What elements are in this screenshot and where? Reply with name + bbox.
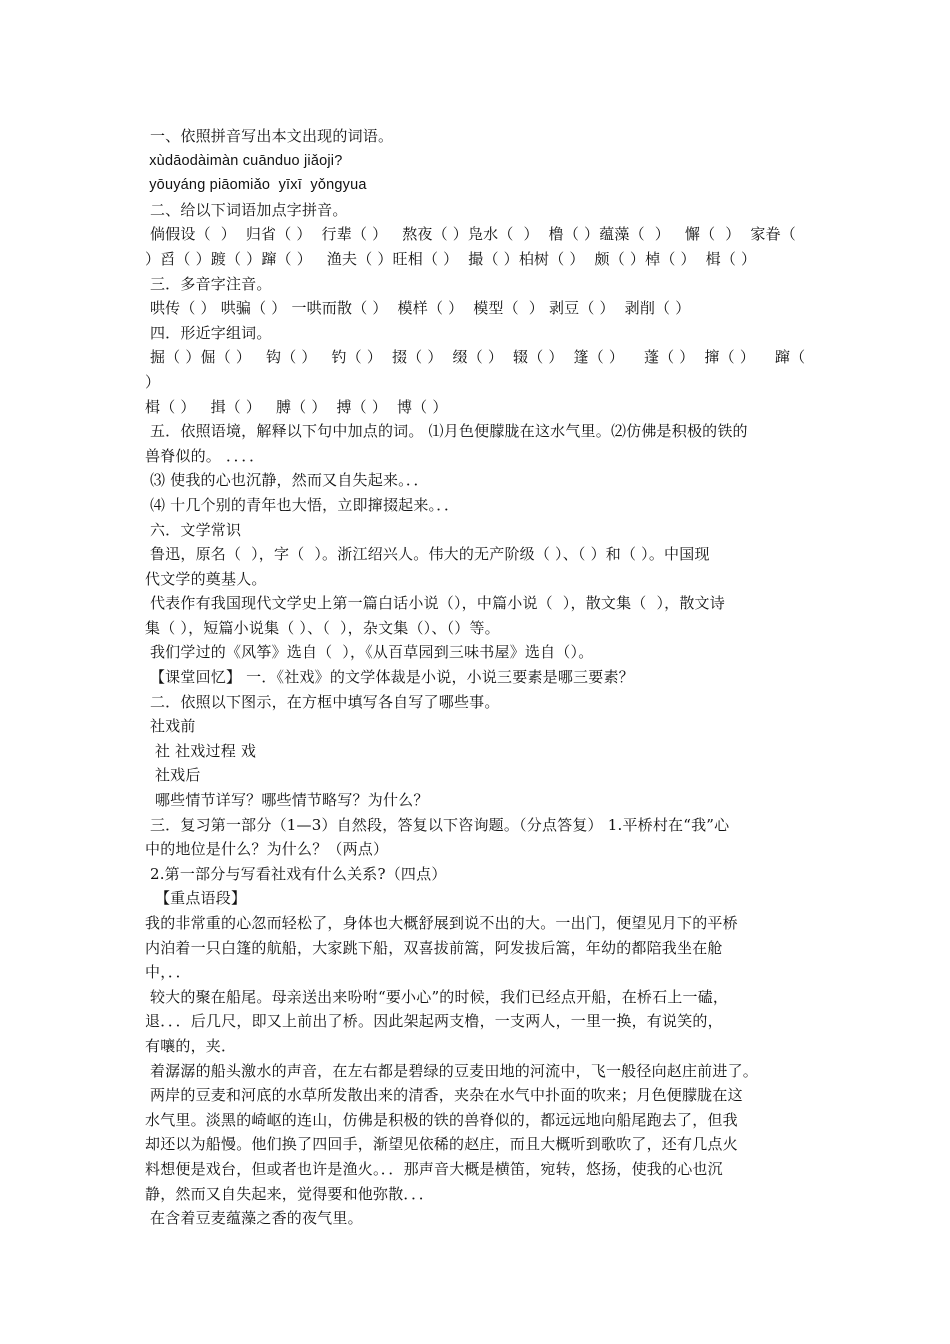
- text-line: ⑶ 使我的心也沉静，然而又自失起来。．．: [145, 471, 429, 490]
- section-heading-3: 三．多音字注音。: [145, 274, 272, 293]
- section-heading-4: 四．形近字组词。: [145, 323, 272, 342]
- passage-line: 内泊着一只白篷的航船，大家跳下船，双喜拔前篙，阿发拔后篙，年幼的都陪我坐在舱: [145, 938, 723, 957]
- key-passage-heading: 【重点语段】: [145, 889, 247, 908]
- passage-line: 有嚷的，夹．: [145, 1036, 237, 1055]
- diagram-label-process: 社 社戏过程 戏: [145, 741, 257, 760]
- text-line: 我们学过的《风筝》选自（ ），《从百草园到三味书屋》选自（）。: [145, 643, 594, 662]
- text-line: ⑷ 十几个别的青年也大悟，立即撺掇起来。．．: [145, 495, 460, 514]
- diagram-label-after: 社戏后: [145, 766, 201, 785]
- section-heading-6: 六．文学常识: [145, 520, 242, 539]
- class-review-heading: 【课堂回忆】 一．《社戏》的文学体裁是小说，小说三要素是哪三要素？: [145, 668, 634, 687]
- text-line: 中的地位是什么？为什么？（两点）: [145, 840, 389, 859]
- passage-line: 水气里。淡黑的崎岖的连山，仿佛是积极的铁的兽脊似的，都远远地向船尾跑去了，但我: [145, 1110, 738, 1129]
- text-line: 哄传（ ） 哄骗（ ） 一哄而散（ ） 模样（ ） 模型（ ） 剥豆（ ） 剥削（ ）: [145, 299, 691, 318]
- section-heading-5: 五．依照语境，解释以下句中加点的词。 ⑴月色便朦胧在这水气里。⑵仿佛是积极的铁的: [145, 422, 748, 441]
- passage-line: 却还以为船慢。他们换了四回手，渐望见依稀的赵庄，而且大概听到歌吹了，还有几点火: [145, 1135, 738, 1154]
- pinyin-line-1: xùdāodàimàn cuānduo jiǎoji?: [145, 152, 343, 169]
- text-line: 楫（ ） 揖（ ） 膊（ ） 搏（ ） 博（ ）: [145, 397, 448, 416]
- text-line: 二．依照以下图示，在方框中填写各自写了哪些事。: [145, 692, 500, 711]
- passage-line: 在含着豆麦蕴藻之香的夜气里。: [145, 1209, 363, 1228]
- text-line: 哪些情节详写？哪些情节略写？为什么？: [145, 791, 429, 810]
- section-heading-1: 一、依照拼音写出本文出现的词语。: [145, 127, 394, 145]
- document-body: [145, 124, 815, 1231]
- text-line: 三．复习第一部分（1—3）自然段，答复以下咨询题。（分点答复） 1.平桥村在“我”心: [145, 815, 730, 834]
- passage-line: 着潺潺的船头激水的声音，在左右都是碧绿的豆麦田地的河流中，飞一般径向赵庄前进了。: [145, 1061, 758, 1080]
- passage-line: 两岸的豆麦和河底的水草所发散出来的清香，夹杂在水气中扑面的吹来；月色便朦胧在这: [145, 1086, 743, 1105]
- pinyin-line-2: yōuyáng piāomiǎo yīxī yǒngyua: [145, 177, 367, 194]
- passage-line: 较大的聚在船尾。母亲送出来吩咐“要小心”的时候，我们已经点开船，在桥石上一磕，: [145, 987, 729, 1006]
- text-line: 兽脊似的。 ．．．．: [145, 446, 265, 465]
- passage-line: 中，．．: [145, 963, 191, 982]
- passage-line: 退．．．后几尺，即又上前出了桥。因此架起两支橹，一支两人，一里一换，有说笑的，: [145, 1012, 723, 1031]
- text-line: 代表作有我国现代文学史上第一篇白话小说（），中篇小说（ ），散文集（ ），散文诗: [145, 594, 725, 613]
- passage-line: 静，然而又自失起来，觉得要和他弥散．．．: [145, 1184, 435, 1203]
- text-line: 2.第一部分与写看社戏有什么关系?（四点）: [145, 864, 447, 883]
- text-line: 鲁迅，原名（ ），字（ ）。浙江绍兴人。伟大的无产阶级（ ）、（ ）和（ ）。中国现: [145, 545, 710, 564]
- passage-line: 我的非常重的心忽而轻松了，身体也大概舒展到说不出的大。一出门，便望见月下的平桥: [145, 914, 738, 932]
- text-line: 集（ ），短篇小说集（ ）、（ ），杂文集（）、（）等。: [145, 618, 500, 637]
- text-line: 掘（ ）倔（ ） 钩（ ） 钓（ ） 掇（ ） 缀（ ） 辍（ ） 篷（ ） 蓬（ ） 撺（ ） 蹿（ ）: [145, 348, 811, 391]
- diagram-label-before: 社戏前: [145, 717, 196, 736]
- text-line: ）舀（ ）踱（ ）蹿（ ） 渔夫（ ）旺相（ ） 撮（ ）柏树（ ） 颇（ ）棹（ ） 楫（ ）: [145, 249, 757, 268]
- section-heading-2: 二、给以下词语加点字拼音。: [145, 200, 348, 219]
- passage-line: 料想便是戏台，但或者也许是渔火。．．那声音大概是横笛，宛转，悠扬，使我的心也沉: [145, 1159, 723, 1178]
- text-line: 代文学的奠基人。: [145, 569, 267, 588]
- text-line: 倘假设（ ） 归省（ ） 行辈（ ） 熬夜（ ）凫水（ ） 橹（ ）蕴藻（ ） 懈（ ） 家眷（: [145, 225, 796, 244]
